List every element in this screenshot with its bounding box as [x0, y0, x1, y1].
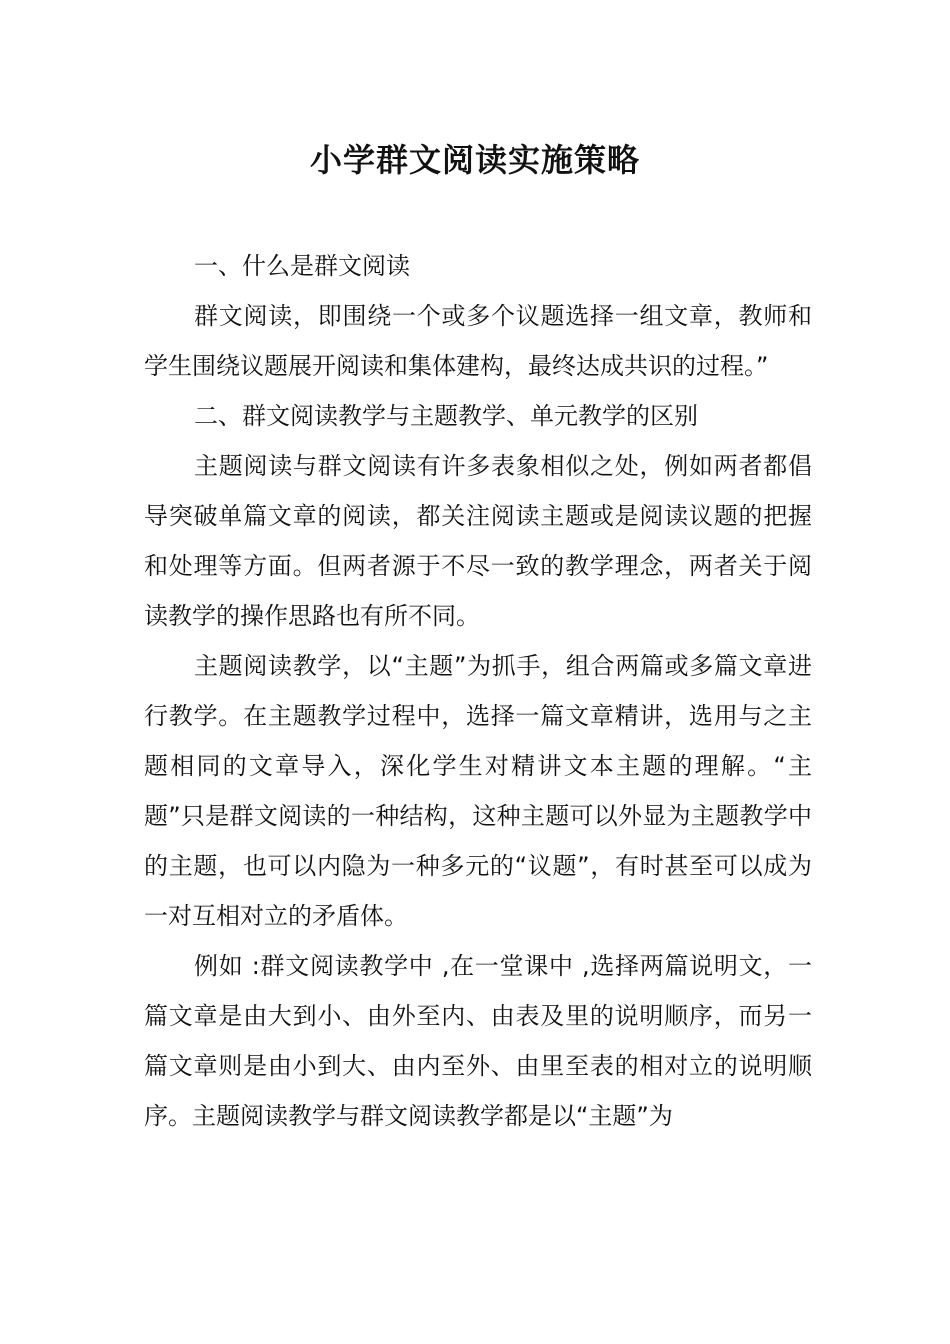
paragraph-theme-teaching: 主题阅读教学，以“主题”为抓手，组合两篇或多篇文章进行教学。在主题教学过程中，选择一篇文章精讲，选用与之主题相同的文章导入，深化学生对精讲文本主题的理解。“主题”只是群文阅读的一种结构，这种主题可以外显为主题教学中的主题，也可以内隐为一种多元的“议题”，有时甚至可以成为一对互相对立的矛盾体。 [144, 652, 812, 930]
paragraph-definition: 群文阅读，即围绕一个或多个议题选择一组文章，教师和学生围绕议题展开阅读和集体建构，最终达成共识的过程。” [144, 302, 812, 380]
section-heading-1: 一、什么是群文阅读 [194, 252, 410, 280]
section-heading-2: 二、群文阅读教学与主题教学、单元教学的区别 [194, 402, 698, 430]
paragraph-example: 例如 :群文阅读教学中 ,在一堂课中 ,选择两篇说明文，一篇文章是由大到小、由外至内、由表及里的说明顺序，而另一篇文章则是由小到大、由内至外、由里至表的相对立的说明顺序。主题阅读教学与群文阅读教学都是以“主题”为 [144, 952, 812, 1130]
document-body [144, 241, 812, 1141]
paragraph-similarities: 主题阅读与群文阅读有许多表象相似之处，例如两者都倡导突破单篇文章的阅读，都关注阅读主题或是阅读议题的把握和处理等方面。但两者源于不尽一致的教学理念，两者关于阅读教学的操作思路也有所不同。 [144, 452, 812, 630]
document-title: 小学群文阅读实施策略 [309, 141, 640, 179]
